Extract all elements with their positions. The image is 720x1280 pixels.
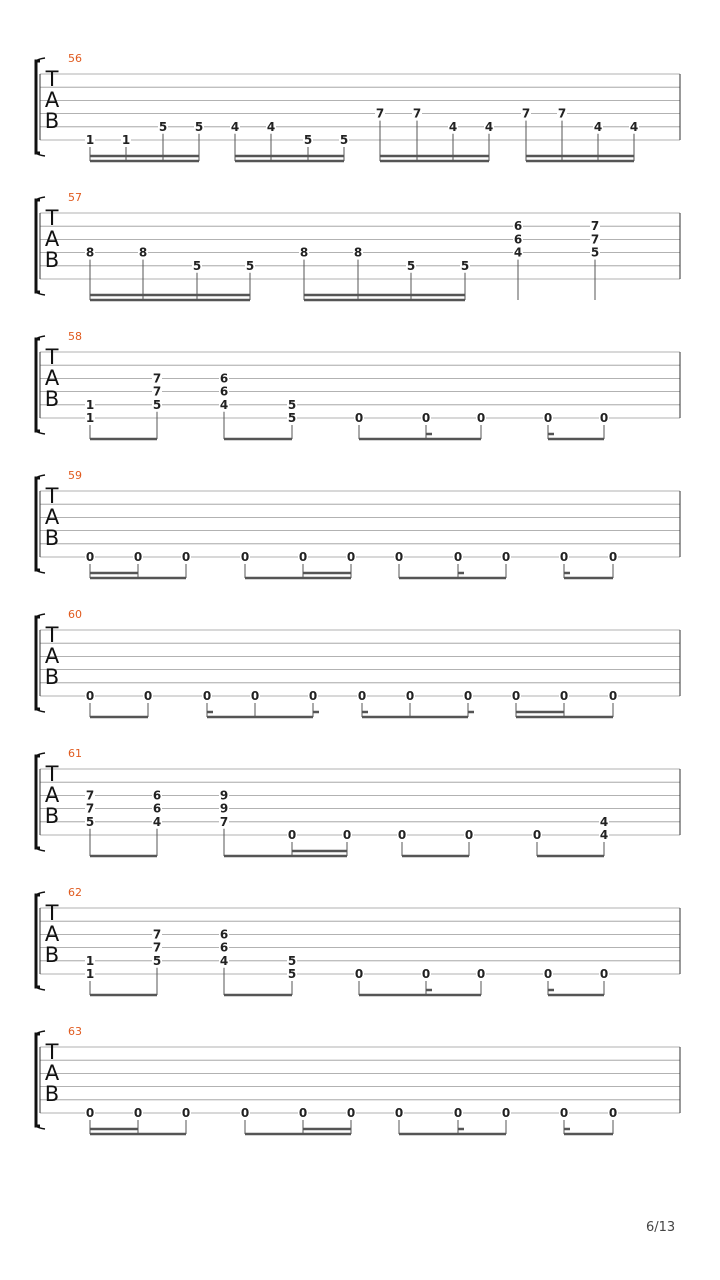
fret-number: 5 xyxy=(287,953,297,968)
fret-number: 5 xyxy=(152,953,162,968)
clef-letter-t: T xyxy=(45,484,59,508)
clef-letter-a: A xyxy=(44,88,60,112)
fret-number: 5 xyxy=(339,133,349,147)
fret-number: 0 xyxy=(397,828,407,842)
bracket-hook-top xyxy=(36,336,45,339)
fret-number: 7 xyxy=(521,106,531,121)
fret-number: 6 xyxy=(219,927,229,942)
fret-number: 0 xyxy=(463,689,473,703)
bracket-hook-bottom xyxy=(36,570,45,573)
fret-number: 4 xyxy=(266,119,276,134)
measure-number: 58 xyxy=(68,330,82,343)
measure-number: 56 xyxy=(68,52,82,65)
fret-number: 5 xyxy=(287,967,297,981)
clef-letter-a: A xyxy=(44,783,60,807)
fret-number: 1 xyxy=(85,411,95,425)
fret-number: 5 xyxy=(158,119,168,134)
fret-number: 0 xyxy=(346,550,356,564)
fret-number: 0 xyxy=(346,1106,356,1120)
fret-number: 1 xyxy=(85,967,95,981)
bracket-hook-bottom xyxy=(36,848,45,851)
fret-number: 6 xyxy=(152,788,162,803)
fret-number: 7 xyxy=(412,106,422,121)
bracket-hook-bottom xyxy=(36,153,45,156)
fret-number: 5 xyxy=(460,258,470,273)
fret-number: 0 xyxy=(543,967,553,981)
fret-number: 0 xyxy=(476,411,486,425)
fret-number: 0 xyxy=(453,550,463,564)
fret-number: 0 xyxy=(308,689,318,703)
fret-number: 0 xyxy=(394,550,404,564)
fret-number: 4 xyxy=(219,397,229,412)
fret-number: 0 xyxy=(476,967,486,981)
fret-number: 8 xyxy=(353,245,363,260)
fret-number: 6 xyxy=(513,232,523,247)
clef-letter-a: A xyxy=(44,1061,60,1085)
clef-letter-t: T xyxy=(45,901,59,925)
clef-letter-b: B xyxy=(44,665,60,689)
fret-number: 5 xyxy=(85,814,95,829)
fret-number: 4 xyxy=(513,245,523,260)
tab-system xyxy=(36,330,680,439)
tab-system xyxy=(36,886,680,995)
fret-number: 1 xyxy=(85,133,95,147)
system-bracket xyxy=(36,895,40,987)
fret-number: 7 xyxy=(557,106,567,121)
clef-letter-a: A xyxy=(44,366,60,390)
fret-number: 0 xyxy=(608,550,618,564)
fret-number: 5 xyxy=(303,133,313,147)
bracket-hook-bottom xyxy=(36,1126,45,1129)
fret-number: 7 xyxy=(152,940,162,955)
clef-letter-a: A xyxy=(44,922,60,946)
fret-number: 0 xyxy=(240,1106,250,1120)
bracket-hook-top xyxy=(36,892,45,895)
fret-number: 0 xyxy=(342,828,352,842)
fret-number: 0 xyxy=(532,828,542,842)
fret-number: 9 xyxy=(219,788,229,803)
fret-number: 5 xyxy=(194,119,204,134)
fret-number: 6 xyxy=(219,940,229,955)
fret-number: 7 xyxy=(152,371,162,386)
clef-letter-b: B xyxy=(44,526,60,550)
clef-letter-b: B xyxy=(44,943,60,967)
clef-letter-b: B xyxy=(44,387,60,411)
measure-number: 62 xyxy=(68,886,82,899)
system-bracket xyxy=(36,617,40,709)
clef-letter-b: B xyxy=(44,109,60,133)
fret-number: 0 xyxy=(357,689,367,703)
fret-number: 1 xyxy=(85,397,95,412)
fret-number: 0 xyxy=(298,550,308,564)
clef-letter-a: A xyxy=(44,644,60,668)
bracket-hook-top xyxy=(36,197,45,200)
measure-number: 59 xyxy=(68,469,82,482)
fret-number: 5 xyxy=(152,397,162,412)
fret-number: 0 xyxy=(133,1106,143,1120)
bracket-hook-top xyxy=(36,1031,45,1034)
tab-system xyxy=(36,747,680,856)
fret-number: 7 xyxy=(152,927,162,942)
fret-number: 1 xyxy=(85,953,95,968)
clef-letter-b: B xyxy=(44,804,60,828)
system-bracket xyxy=(36,756,40,848)
fret-number: 0 xyxy=(354,967,364,981)
fret-number: 0 xyxy=(421,967,431,981)
fret-number: 5 xyxy=(287,397,297,412)
fret-number: 0 xyxy=(250,689,260,703)
tab-system xyxy=(36,1025,680,1134)
bracket-hook-bottom xyxy=(36,709,45,712)
bracket-hook-top xyxy=(36,614,45,617)
clef-letter-t: T xyxy=(45,623,59,647)
fret-number: 0 xyxy=(202,689,212,703)
fret-number: 8 xyxy=(138,245,148,260)
tab-system xyxy=(36,52,680,161)
fret-number: 0 xyxy=(559,550,569,564)
fret-number: 4 xyxy=(230,119,240,134)
bracket-hook-top xyxy=(36,58,45,61)
clef-letter-t: T xyxy=(45,67,59,91)
fret-number: 0 xyxy=(143,689,153,703)
fret-number: 0 xyxy=(181,550,191,564)
fret-number: 4 xyxy=(484,119,494,134)
fret-number: 4 xyxy=(599,828,609,842)
fret-number: 5 xyxy=(245,258,255,273)
fret-number: 9 xyxy=(219,801,229,816)
tab-system xyxy=(36,469,680,578)
bracket-hook-bottom xyxy=(36,292,45,295)
fret-number: 4 xyxy=(219,953,229,968)
fret-number: 6 xyxy=(219,371,229,386)
tab-system xyxy=(36,191,680,300)
fret-number: 0 xyxy=(599,411,609,425)
fret-number: 0 xyxy=(354,411,364,425)
measure-number: 60 xyxy=(68,608,82,621)
fret-number: 0 xyxy=(85,689,95,703)
fret-number: 0 xyxy=(559,689,569,703)
fret-number: 4 xyxy=(593,119,603,134)
clef-letter-b: B xyxy=(44,248,60,272)
fret-number: 0 xyxy=(464,828,474,842)
fret-number: 4 xyxy=(448,119,458,134)
fret-number: 5 xyxy=(406,258,416,273)
fret-number: 0 xyxy=(608,1106,618,1120)
fret-number: 5 xyxy=(287,411,297,425)
fret-number: 0 xyxy=(240,550,250,564)
fret-number: 0 xyxy=(453,1106,463,1120)
fret-number: 0 xyxy=(608,689,618,703)
clef-letter-t: T xyxy=(45,206,59,230)
fret-number: 8 xyxy=(85,245,95,260)
fret-number: 6 xyxy=(513,219,523,234)
system-bracket xyxy=(36,200,40,292)
fret-number: 0 xyxy=(501,1106,511,1120)
measure-number: 61 xyxy=(68,747,82,760)
fret-number: 0 xyxy=(543,411,553,425)
tab-system xyxy=(36,608,680,717)
bracket-hook-bottom xyxy=(36,987,45,990)
fret-number: 0 xyxy=(599,967,609,981)
fret-number: 7 xyxy=(85,801,95,816)
clef-letter-t: T xyxy=(45,1040,59,1064)
fret-number: 0 xyxy=(405,689,415,703)
fret-number: 4 xyxy=(599,814,609,829)
bracket-hook-top xyxy=(36,475,45,478)
fret-number: 0 xyxy=(287,828,297,842)
fret-number: 0 xyxy=(511,689,521,703)
fret-number: 5 xyxy=(590,245,600,260)
fret-number: 6 xyxy=(219,384,229,399)
system-bracket xyxy=(36,61,40,153)
fret-number: 0 xyxy=(133,550,143,564)
fret-number: 4 xyxy=(152,814,162,829)
system-bracket xyxy=(36,339,40,431)
fret-number: 6 xyxy=(152,801,162,816)
bracket-hook-top xyxy=(36,753,45,756)
fret-number: 7 xyxy=(152,384,162,399)
fret-number: 7 xyxy=(590,232,600,247)
fret-number: 0 xyxy=(559,1106,569,1120)
clef-letter-a: A xyxy=(44,505,60,529)
fret-number: 8 xyxy=(299,245,309,260)
fret-number: 7 xyxy=(590,219,600,234)
measure-number: 63 xyxy=(68,1025,82,1038)
clef-letter-t: T xyxy=(45,345,59,369)
page-indicator: 6/13 xyxy=(646,1220,676,1235)
fret-number: 4 xyxy=(629,119,639,134)
fret-number: 0 xyxy=(85,550,95,564)
fret-number: 7 xyxy=(219,814,229,829)
fret-number: 0 xyxy=(85,1106,95,1120)
fret-number: 0 xyxy=(181,1106,191,1120)
clef-letter-b: B xyxy=(44,1082,60,1106)
clef-letter-t: T xyxy=(45,762,59,786)
clef-letter-a: A xyxy=(44,227,60,251)
fret-number: 7 xyxy=(85,788,95,803)
fret-number: 0 xyxy=(421,411,431,425)
fret-number: 0 xyxy=(394,1106,404,1120)
fret-number: 0 xyxy=(298,1106,308,1120)
fret-number: 5 xyxy=(192,258,202,273)
bracket-hook-bottom xyxy=(36,431,45,434)
fret-number: 1 xyxy=(121,133,131,147)
system-bracket xyxy=(36,478,40,570)
measure-number: 57 xyxy=(68,191,82,204)
system-bracket xyxy=(36,1034,40,1126)
fret-number: 7 xyxy=(375,106,385,121)
fret-number: 0 xyxy=(501,550,511,564)
